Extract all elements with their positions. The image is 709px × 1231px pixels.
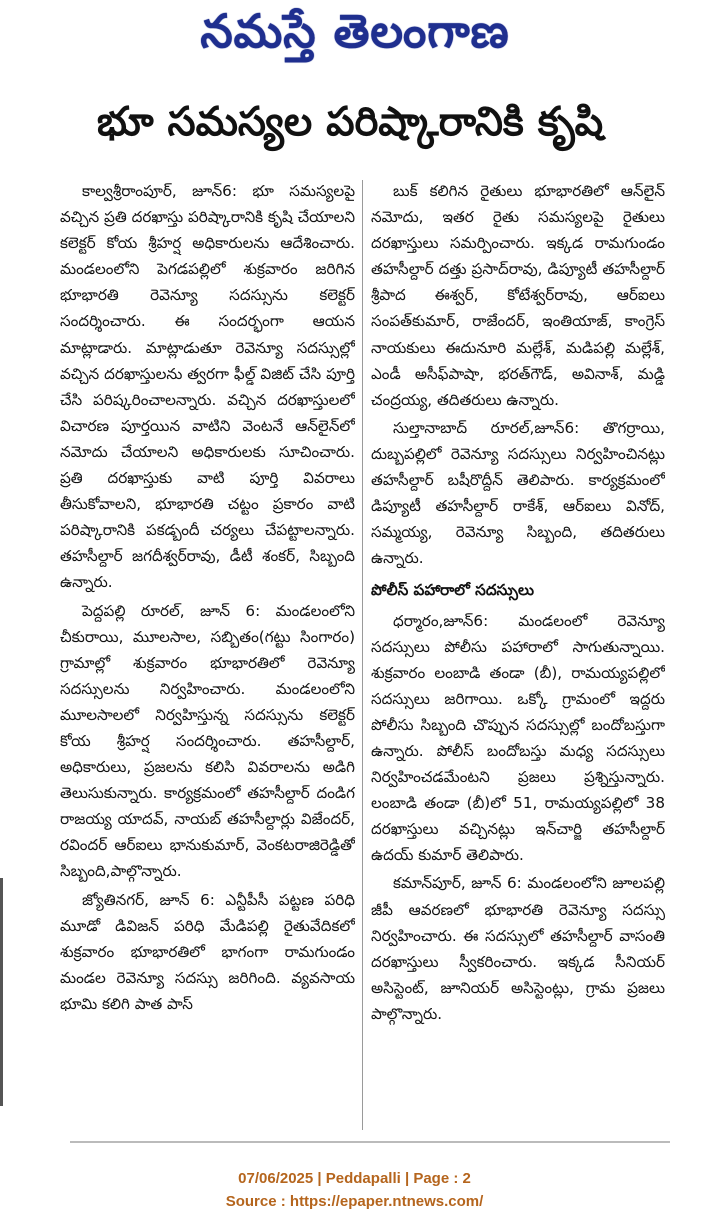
article-paragraph-continued: బుక్ కలిగిన రైతులు భూభారతిలో ఆన్‌లైన్ నమోదు, ఇతర రైతు సమస్యలపై రైతులు దరఖాస్తులు సమర్పించారు. ఇక్కడ రామగుండం తహసీల్దార్ దత్తు ప్రసాద్‌రావు, డిప్యూటీ తహసీల్దార్ శ్రీపాద ఈశ్వర్, కోటేశ్వర్‌రావు, ఆర్ఐలు సంపత్‌కుమార్, రాజేందర్, ఇంతియాజ్, కాంగ్రెస్ నాయకులు ఈదునూరి మల్లేశ్, మడిపల్లి మల్లేశ్, ఎండీ అసీఫ్‌పాషా, భరత్‌గౌడ్, అవినాశ్, మడ్డి చంద్రయ్య, తదితరులు ఉన్నారు. (371, 182, 665, 409)
article-paragraph-sultanabad-rural: సుల్తానాబాద్ రూరల్,జూన్6: తొగర్రాయి, దుబ్బపల్లిలో రెవెన్యూ సదస్సులు నిర్వహించినట్లు తహసీల్దార్ బషీరొద్దీన్ తెలిపారు. కార్యక్రమంలో డిప్యూటీ తహసీల్దార్ రాకేశ్, ఆర్ఐలు వినోద్, సమ్మయ్య, రెవెన్యూ సిబ్బంది, తదితరులు ఉన్నారు. (371, 418, 665, 568)
article-paragraph-peddapalli-rural: పెద్దపల్లి రూరల్, జూన్ 6: మండలంలోని చీకురాయి, మూలసాల, సబ్బితం(గట్టు సింగారం) గ్రామాల్లో శుక్రవారం భూభారతిలో రెవెన్యూ సదస్సులను నిర్వహించారు. మండలంలోని మూలసాలలో నిర్వహిస్తున్న సదస్సును కలెక్టర్ కోయ శ్రీహర్ష సందర్శించారు. తహసీల్దార్, అధికారులు, ప్రజలను కలిసి వివరాలను అడిగి తెలుసుకున్నారు. కార్యక్రమంలో తహసీల్దార్ దండిగ రాజయ్య యాదవ్, నాయబ్ తహసీల్దార్లు విజేందర్, రవిందర్ ఆర్ఐలు భానుకుమార్, వెంకటరాజిరెడ్డితో సిబ్బంది,పాల్గొన్నారు. (60, 601, 355, 881)
article-column-right (371, 178, 665, 1128)
page-edge-mark (0, 878, 3, 1106)
article-paragraph-kamanpur: కమాన్‌పూర్, జూన్ 6: మండలంలోని జూలపల్లి జీపీ ఆవరణలో భూభారతి రెవెన్యూ సదస్సు నిర్వహించారు. ఈ సదస్సులో తహసీల్దార్ వాసంతి దరఖాస్తులు స్వీకరించారు. ఇక్కడ సీనియర్ అసిస్టెంట్, జూనియర్ అసిస్టెంట్లు, గ్రామ ప్రజలు పాల్గొన్నారు. (371, 874, 665, 1023)
article-column-left (60, 178, 355, 1128)
article-headline: భూ సమస్యల పరిష్కారానికి కృషి (96, 99, 604, 145)
article-paragraph-jyothinagar: జ్యోతినగర్, జూన్ 6: ఎన్టీపీసీ పట్టణ పరిధి మూడో డివిజన్ పరిధి మేడిపల్లి రైతువేదికలో శుక్రవారం భూభారతిలో భాగంగా రామగుండం మండల రెవెన్యూ సదస్సు జరిగింది. వ్యవసాయ భూమి కలిగి పాత పాస్ (60, 890, 355, 1013)
column-divider (362, 180, 363, 1130)
newspaper-masthead: నమస్తే తెలంగాణ (200, 4, 510, 58)
article-paragraph-dharmaram: ధర్మారం,జూన్6: మండలంలో రెవెన్యూ సదస్సులు పోలీసు పహారాలో సాగుతున్నాయి. శుక్రవారం లంబాడి తండా (బీ), రామయ్యపల్లిలో సదస్సులు జరిగాయి. ఒక్కో గ్రామంలో ఇద్దరు పోలీసు సిబ్బంది చొప్పున సదస్సుల్లో బందోబస్తుగా ఉన్నారు. పోలీస్ బందోబస్తు మధ్య సదస్సులు నిర్వహించడమేంటని ప్రజలు ప్రశ్నిస్తున్నారు. లంబాడి తండా (బీ)లో 51, రామయ్యపల్లిలో 38 దరఖాస్తులు వచ్చినట్లు ఇన్‌చార్జి తహసీల్దార్ ఉదయ్ కుమార్ తెలిపారు. (371, 611, 665, 865)
bottom-rule (70, 1141, 670, 1143)
article-paragraph-kalvasrirampur: కాల్వశ్రీరాంపూర్, జూన్6: భూ సమస్యలపై వచ్చిన ప్రతి దరఖాస్తు పరిష్కారానికి కృషి చేయాలని కలెక్టర్ కోయ శ్రీహర్ష అధికారులను ఆదేశించారు. మండలంలోని పెగడపల్లిలో శుక్రవారం జరిగిన భూభారతి రెవెన్యూ సదస్సును కలెక్టర్ సందర్శించారు. ఈ సందర్భంగా ఆయన మాట్లాడారు. మాట్లాడుతూ రెవెన్యూ సదస్సుల్లో వచ్చిన దరఖాస్తులను త్వరగా ఫీల్డ్ విజిట్ చేసి పూర్తి చేసి పరిష్కరించాలన్నారు. వచ్చిన దరఖాస్తులలో విచారణ పూర్తయిన వాటిని వెంటనే ఆన్‌లైన్‌లో నమోదు చేయాలని అధికారులకు సూచించారు. ప్రతి దరఖాస్తుకు వాటి పూర్తి వివరాలు తీసుకోవాలని, భూభారతి చట్టం ప్రకారం వాటి పరిష్కారానికి పకడ్బందీ చర్యలు చేపట్టాలన్నారు. తహసీల్దార్ జగదీశ్వర్‌రావు, డీటీ శంకర్, సిబ్బంది ఉన్నారు. (60, 182, 355, 592)
footer-edition-info: 07/06/2025 | Peddapalli | Page : 2 (238, 1170, 471, 1187)
footer-source-link[interactable]: Source : https://epaper.ntnews.com/ (225, 1193, 484, 1210)
article-subheading: పోలీస్ పహారాలో సదస్సులు (371, 581, 534, 600)
